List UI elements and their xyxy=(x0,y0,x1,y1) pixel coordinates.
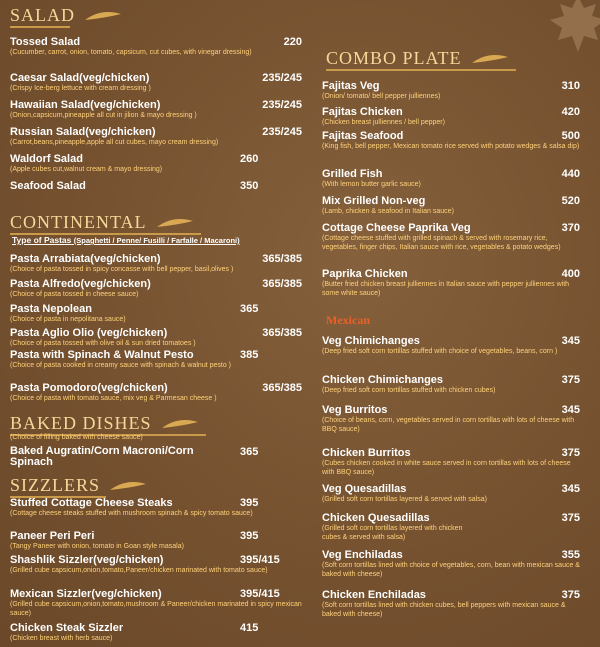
item-name: Waldorf Salad xyxy=(10,153,83,165)
item-name: Pasta Arrabiata(veg/chicken) xyxy=(10,253,161,265)
leaf-icon xyxy=(160,418,200,430)
menu-item xyxy=(322,195,580,217)
item-price: 350 xyxy=(240,180,259,192)
item-name: Baked Augratin/Corn Macroni/Corn Spinach xyxy=(10,446,194,468)
item-desc: (Cucumber, carrot, onion, tomato, capsicum, cut cubes, with vinegar dressing) xyxy=(10,49,252,56)
item-desc: (Crispy Ice-berg lettuce with cream dressing ) xyxy=(10,85,151,92)
item-name: Paneer Peri Peri xyxy=(10,530,95,542)
item-name: Veg Chimichanges xyxy=(322,335,420,347)
item-price: 235/245 xyxy=(262,126,302,138)
item-desc: (Apple cubes cut,walnut cream & mayo dressing) xyxy=(10,166,163,173)
menu-item xyxy=(322,447,580,477)
item-desc: (Tangy Paneer with onion, tomato in Goan style masala) xyxy=(10,543,184,550)
item-price: 500 xyxy=(561,130,580,142)
item-name: Fajitas Chicken xyxy=(322,106,403,118)
menu-item xyxy=(10,153,302,175)
item-desc: (Onion/ tomato/ bell pepper julliennes) xyxy=(322,93,441,100)
item-name: Hawaiian Salad(veg/chicken) xyxy=(10,99,161,111)
item-price: 365/385 xyxy=(262,382,302,394)
item-desc: (With lemon butter garlic sauce) xyxy=(322,181,421,188)
item-desc: (Lamb, chicken & seafood in Italian sauce) xyxy=(322,208,454,215)
item-price: 235/245 xyxy=(262,72,302,84)
item-desc: (Choice of pasta cooked in creamy sauce with spinach & walnut pesto ) xyxy=(10,362,232,369)
section-title: BAKED DISHES xyxy=(10,413,152,433)
item-price: 370 xyxy=(561,222,580,234)
menu-item xyxy=(322,404,580,434)
item-name: Pasta Alfredo(veg/chicken) xyxy=(10,278,151,290)
item-price: 310 xyxy=(561,80,580,92)
item-name: Tossed Salad xyxy=(10,36,81,48)
item-name: Mix Grilled Non-veg xyxy=(322,195,426,207)
section-heading-baked xyxy=(10,413,200,434)
item-price: 345 xyxy=(561,335,580,347)
item-name: Chicken Steak Sizzler xyxy=(10,622,124,634)
menu-item xyxy=(322,483,580,505)
item-price: 395/415 xyxy=(240,554,280,566)
leaf-icon xyxy=(470,53,510,65)
section-heading-continental xyxy=(10,212,195,233)
item-name: Shashlik Sizzler(veg/chicken) xyxy=(10,554,164,566)
item-desc: (Choice of pasta tossed with olive oil & sun dried tomatoes ) xyxy=(10,340,196,347)
item-price: 415 xyxy=(240,622,259,634)
menu-item xyxy=(10,497,302,519)
section-heading-combo xyxy=(326,48,510,69)
menu-item xyxy=(10,36,302,58)
menu-item xyxy=(10,446,302,468)
section-title: COMBO PLATE xyxy=(326,48,462,68)
item-desc: (Choice of pasta in nepolitana sauce) xyxy=(10,316,126,323)
item-desc: (Grilled cube capsicum,onion,tomato,Paneer/chicken marinated with tomato sauce) xyxy=(10,567,268,574)
item-desc: (Cottage cheese stuffed with grilled spinach & served with rosemary rice, vegetables, finger chips, Italian sauce with rice, vegetables & potato wedges) xyxy=(322,235,561,251)
maple-leaf-icon xyxy=(538,0,600,54)
item-price: 375 xyxy=(561,512,580,524)
section-title: SIZZLERS xyxy=(10,475,101,495)
item-desc: (Choice of pasta tossed in spicy concasse with bell pepper, basil,olives ) xyxy=(10,266,234,273)
item-name: Seafood Salad xyxy=(10,180,86,192)
item-desc: (Grilled cube capsicum,onion,tomato,mushroom & Paneer/chicken marinated in spicy mexican sauce) xyxy=(10,601,302,617)
item-desc: (Cubes chicken cooked in white sauce served in corn tortillas with lots of cheese with BBQ sauce) xyxy=(322,460,571,476)
menu-item xyxy=(322,130,580,152)
item-name: Mexican Sizzler(veg/chicken) xyxy=(10,588,162,600)
item-name: Veg Enchiladas xyxy=(322,549,403,561)
item-price: 385 xyxy=(240,349,259,361)
menu-item xyxy=(10,622,302,644)
item-desc: (Soft corn tortillas lined with chicken cubes, bell peppers with mexican sauce & baked with cheese) xyxy=(322,602,566,618)
item-price: 365 xyxy=(240,303,259,315)
menu-item xyxy=(322,268,580,298)
item-price: 395/415 xyxy=(240,588,280,600)
item-price: 365/385 xyxy=(262,278,302,290)
section-heading-mexican: Mexican xyxy=(326,313,370,327)
pasta-types xyxy=(12,235,240,245)
item-name: Pasta Pomodoro(veg/chicken) xyxy=(10,382,168,394)
item-price: 260 xyxy=(240,153,259,165)
menu-item xyxy=(10,382,302,404)
item-name: Veg Quesadillas xyxy=(322,483,407,495)
item-price: 365/385 xyxy=(262,327,302,339)
item-desc: (Chicken breast julliennes / bell pepper) xyxy=(322,119,445,126)
item-name: Fajitas Veg xyxy=(322,80,380,92)
menu-item xyxy=(10,349,302,371)
menu-item xyxy=(10,554,302,576)
menu-item xyxy=(322,80,580,102)
menu-item xyxy=(322,549,580,579)
item-desc: (Choice of pasta with tomato sauce, mix veg & Parmesan cheese ) xyxy=(10,395,217,402)
item-price: 375 xyxy=(561,374,580,386)
menu-item xyxy=(10,180,302,193)
leaf-icon xyxy=(83,10,123,22)
item-name: Chicken Burritos xyxy=(322,447,411,459)
item-name: Veg Burritos xyxy=(322,404,388,416)
section-heading-salad xyxy=(10,5,123,26)
menu-item xyxy=(322,589,580,619)
item-desc: (Carrot,beans,pineapple,apple all cut cubes, mayo cream dressing) xyxy=(10,139,219,146)
menu-item xyxy=(322,106,580,128)
menu-item xyxy=(10,588,302,618)
menu-item xyxy=(322,512,580,542)
divider xyxy=(326,69,516,71)
item-price: 395 xyxy=(240,497,259,509)
item-name: Pasta Aglio Olio (veg/chicken) xyxy=(10,327,168,339)
pasta-types-label: Type of Pastas xyxy=(12,235,72,245)
item-desc: (Deep fried soft corn tortillas stuffed with chicken cubes) xyxy=(322,387,496,394)
item-desc: (Grilled soft corn tortillas layered with chicken cubes & served with salsa) xyxy=(322,525,463,541)
item-name: Caesar Salad(veg/chicken) xyxy=(10,72,150,84)
menu-item xyxy=(322,168,580,190)
section-title: SALAD xyxy=(10,5,76,25)
menu-item xyxy=(322,222,580,252)
item-name: Grilled Fish xyxy=(322,168,383,180)
menu-item xyxy=(10,72,302,94)
item-price: 395 xyxy=(240,530,259,542)
item-name: Stuffed Cottage Cheese Steaks xyxy=(10,497,173,509)
menu-item xyxy=(322,335,580,357)
item-price: 345 xyxy=(561,483,580,495)
item-desc: (Chicken breast with herb sauce) xyxy=(10,635,113,642)
item-price: 365 xyxy=(240,446,259,458)
item-name: Cottage Cheese Paprika Veg xyxy=(322,222,471,234)
menu-item xyxy=(322,374,580,396)
item-name: Fajitas Seafood xyxy=(322,130,404,142)
item-name: Chicken Quesadillas xyxy=(322,512,430,524)
menu-item xyxy=(10,303,302,325)
item-price: 355 xyxy=(561,549,580,561)
menu-item xyxy=(10,327,302,349)
item-price: 440 xyxy=(561,168,580,180)
item-desc: (Deep fried soft corn tortillas stuffed with choice of vegetables, beans, corn ) xyxy=(322,348,558,355)
baked-desc: (Choice of filling baked with cheese sauce) xyxy=(10,434,143,441)
pasta-types-options: (Spaghetti / Penne/ Fusilli / Farfalle / Macaroni) xyxy=(73,236,240,245)
menu-item xyxy=(10,278,302,300)
leaf-icon xyxy=(108,480,148,492)
item-name: Russian Salad(veg/chicken) xyxy=(10,126,156,138)
item-desc: (Cottage cheese steaks stuffed with mushroom spinach & spicy tomato sauce) xyxy=(10,510,253,517)
divider xyxy=(10,26,70,28)
menu-item xyxy=(10,530,302,552)
item-price: 365/385 xyxy=(262,253,302,265)
item-name: Chicken Enchiladas xyxy=(322,589,426,601)
item-desc: (Choice of pasta tossed in cheese sauce) xyxy=(10,291,139,298)
item-desc: (Grilled soft corn tortillas layered & served with salsa) xyxy=(322,496,487,503)
item-price: 375 xyxy=(561,447,580,459)
item-desc: (King fish, bell pepper, Mexican tomato rice served with potato wedges & salsa dip) xyxy=(322,143,580,150)
item-price: 420 xyxy=(561,106,580,118)
menu-item xyxy=(10,99,302,121)
item-price: 220 xyxy=(283,36,302,48)
menu-item xyxy=(10,253,302,275)
item-name: Paprika Chicken xyxy=(322,268,408,280)
item-name: Pasta with Spinach & Walnut Pesto xyxy=(10,349,194,361)
item-price: 235/245 xyxy=(262,99,302,111)
item-name: Chicken Chimichanges xyxy=(322,374,444,386)
item-desc: (Butter fried chicken breast julliennes in Italian sauce with pepper julliennes with some white sauce) xyxy=(322,281,570,297)
section-title: CONTINENTAL xyxy=(10,212,147,232)
item-price: 375 xyxy=(561,589,580,601)
item-price: 520 xyxy=(561,195,580,207)
item-price: 400 xyxy=(561,268,580,280)
section-heading-sizzlers xyxy=(10,475,148,496)
item-desc: (Soft corn tortillas lined with choice of vegetables, corn, bean with mexican sauce & baked with cheese) xyxy=(322,562,580,578)
leaf-icon xyxy=(155,217,195,229)
item-name: Pasta Nepolean xyxy=(10,303,92,315)
menu-item xyxy=(10,126,302,148)
item-desc: (Onion,capsicum,pineapple all cut in jilion & mayo dressing ) xyxy=(10,112,197,119)
item-price: 345 xyxy=(561,404,580,416)
item-desc: (Choice of beans, corn, vegetables served in corn tortillas with lots of cheese with BBQ sauce) xyxy=(322,417,575,433)
